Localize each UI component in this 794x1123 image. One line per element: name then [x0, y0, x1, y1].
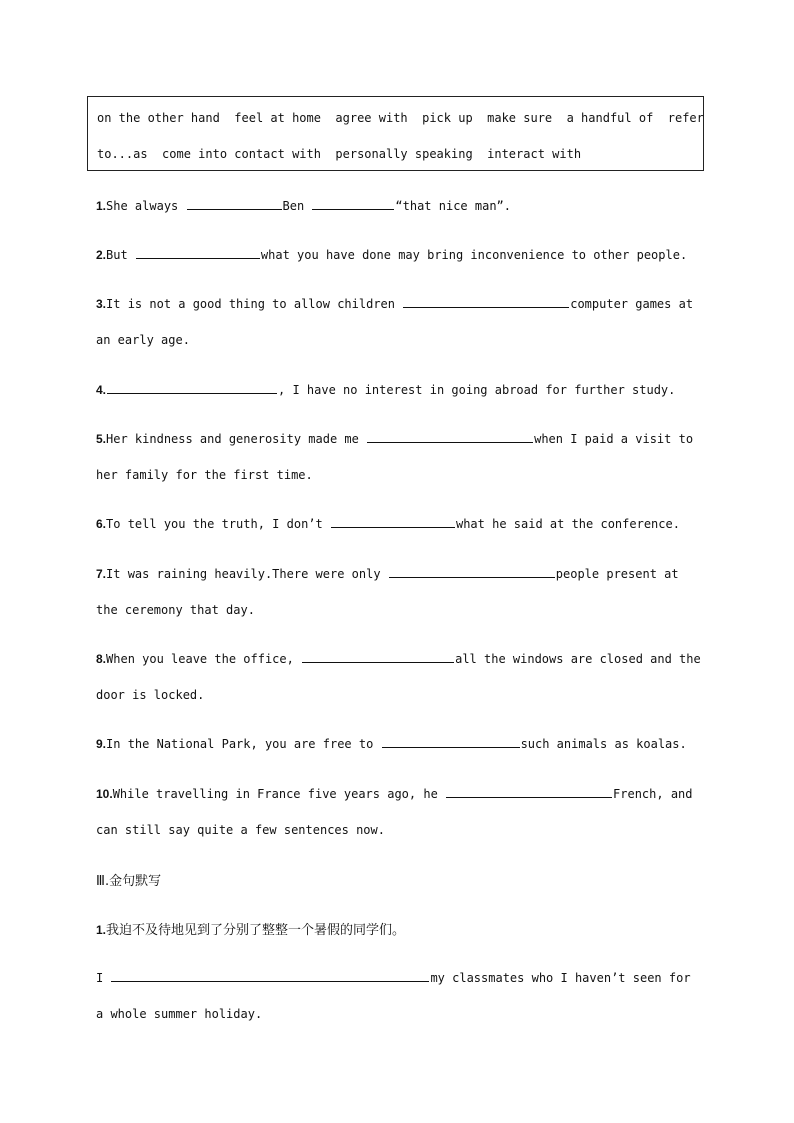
answer-blank[interactable]	[389, 563, 555, 578]
answer-blank[interactable]	[446, 783, 612, 798]
question-1: 1.She always Ben “that nice man”.	[96, 188, 696, 224]
answer-blank[interactable]	[382, 733, 520, 748]
word-bank-line-1: on the other hand feel at home agree with pick up make sure a handful of refer	[97, 111, 704, 125]
word-bank-line-2: to...as come into contact with personally speaking interact with	[97, 147, 582, 161]
answer-blank[interactable]	[187, 195, 282, 210]
translation-prompt: 1.我迫不及待地见到了分别了整整一个暑假的同学们。	[96, 923, 406, 938]
question-2: 2.But what you have done may bring inconvenience to other people.	[96, 237, 696, 273]
question-10: 10.While travelling in France five years ago, he French, and can still say quite a few sentences now.	[96, 776, 696, 848]
question-9: 9.In the National Park, you are free to such animals as koalas.	[96, 726, 696, 762]
answer-blank[interactable]	[136, 244, 260, 259]
question-8: 8.When you leave the office, all the windows are closed and the door is locked.	[96, 641, 696, 713]
answer-blank[interactable]	[331, 513, 455, 528]
question-4: 4. , I have no interest in going abroad for further study.	[96, 372, 696, 408]
question-5: 5.Her kindness and generosity made me when I paid a visit to her family for the first time.	[96, 421, 696, 493]
translation-answer: I my classmates who I haven’t seen for a whole summer holiday.	[96, 960, 696, 1032]
answer-blank[interactable]	[403, 293, 569, 308]
question-3: 3.It is not a good thing to allow children computer games at an early age.	[96, 286, 696, 358]
answer-blank[interactable]	[367, 428, 533, 443]
answer-blank[interactable]	[111, 967, 429, 982]
answer-blank[interactable]	[107, 379, 277, 394]
question-6: 6.To tell you the truth, I don’t what he said at the conference.	[96, 506, 696, 542]
answer-blank[interactable]	[302, 648, 454, 663]
answer-blank[interactable]	[312, 195, 394, 210]
word-bank-box	[87, 96, 704, 171]
question-7: 7.It was raining heavily.There were only people present at the ceremony that day.	[96, 556, 696, 628]
section-title: Ⅲ.金句默写	[96, 874, 162, 889]
